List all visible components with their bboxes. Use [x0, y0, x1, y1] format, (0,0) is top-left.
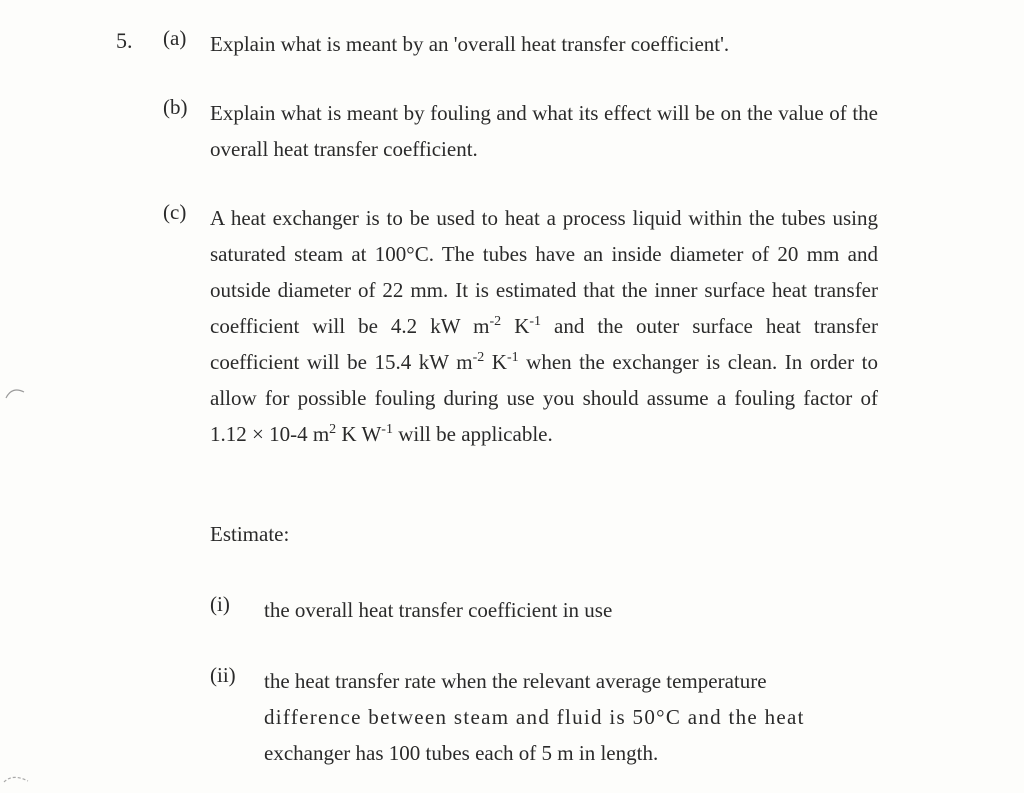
- exponent: 2: [329, 422, 337, 437]
- part-b-label: (b): [163, 95, 188, 119]
- exponent: -2: [472, 350, 485, 365]
- scan-mark: [2, 772, 32, 790]
- part-c: [163, 200, 878, 452]
- part-b-text: Explain what is meant by fouling and what its effect will be on the value of the overall heat transfer coefficient.: [210, 101, 878, 161]
- exponent: -1: [381, 422, 393, 437]
- subpart-ii: [210, 663, 878, 771]
- part-c-segment: and the outer surface heat transfer coefficient will be 15.4 kW m: [210, 314, 878, 374]
- part-b: [163, 95, 878, 167]
- scan-mark: [4, 384, 28, 404]
- subpart-ii-line: difference between steam and fluid is 50°C and the heat: [264, 705, 805, 729]
- subpart-ii-label: (ii): [210, 663, 236, 687]
- part-c-segment: when the exchanger is clean. In order to allow for possible fouling during use you should assume a fouling factor of 1.12 × 10-4 m: [210, 350, 878, 446]
- subpart-ii-text: [264, 663, 878, 771]
- part-a-label: (a): [163, 26, 187, 50]
- exponent: -2: [489, 314, 502, 329]
- subpart-i: [210, 592, 878, 628]
- part-c-segment: A heat exchanger is to be used to heat a process liquid within the tubes using saturated steam at 100°C. The tubes have an inside diameter of 20 mm and outside diameter of 22 mm. It is estimated that the inner surface heat transfer coefficient will be 4.2 kW m: [210, 206, 878, 338]
- exponent: -1: [506, 350, 519, 365]
- part-c-label: (c): [163, 200, 187, 224]
- estimate-label: Estimate:: [210, 522, 290, 546]
- subpart-i-text: the overall heat transfer coefficient in use: [264, 598, 613, 622]
- part-c-text: [210, 200, 878, 452]
- part-c-segment: will be applicable.: [392, 422, 553, 446]
- part-a: [163, 26, 878, 62]
- part-c-segment: K: [501, 314, 530, 338]
- part-c-segment: K W: [336, 422, 382, 446]
- question-number: 5.: [116, 28, 133, 53]
- subpart-i-label: (i): [210, 592, 230, 616]
- subpart-ii-line: exchanger has 100 tubes each of 5 m in length.: [264, 741, 659, 765]
- exponent: -1: [529, 314, 542, 329]
- subpart-ii-line: the heat transfer rate when the relevant average temperature: [264, 669, 767, 693]
- part-c-segment: K: [484, 350, 507, 374]
- part-a-text: Explain what is meant by an 'overall heat transfer coefficient'.: [210, 32, 730, 56]
